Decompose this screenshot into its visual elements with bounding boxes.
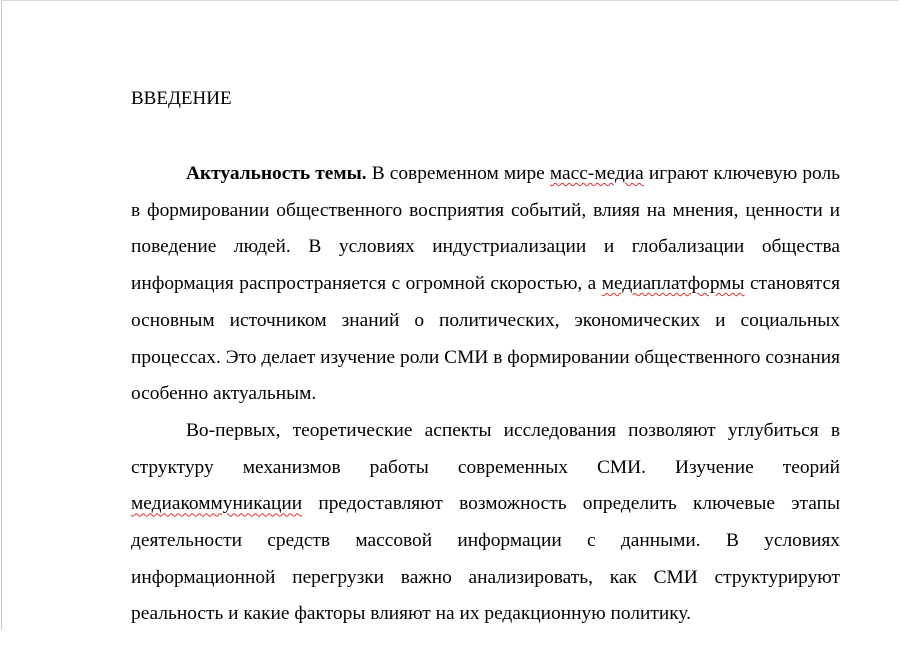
paragraph-text: Во-первых, теоретические аспекты исследования позволяют углубиться в структуру механизмов работы современных СМИ. Изучение теорий: [131, 419, 840, 478]
relevance-lead: Актуальность темы.: [186, 163, 367, 184]
section-heading: ВВЕДЕНИЕ: [131, 88, 232, 109]
paragraph-relevance: [131, 156, 840, 413]
page-gap: [0, 630, 900, 663]
spellcheck-word: медиакоммуникации: [131, 493, 303, 515]
paragraph-text: предоставляют возможность определить ключевые этапы деятельности средств массовой информации с данными. В условиях информационной перегрузки важно анализировать, как СМИ структурируют реальность и какие факторы влияют на их редакционную политику.: [131, 493, 840, 625]
spellcheck-word: масс-медиа: [549, 163, 644, 184]
document-body[interactable]: [131, 156, 840, 633]
paragraph-text: В современном мире: [366, 163, 550, 184]
paragraph-text: становятся основным источником знаний о политических, экономических и социальных процессах. Это делает изучение роли СМИ в формировании общественного сознания особенно актуальным.: [131, 273, 840, 405]
spellcheck-word: медиаплатформы: [601, 273, 745, 295]
document-page[interactable]: [1, 0, 899, 630]
paragraph-text: играют ключевую роль в формировании общественного восприятия событий, влияя на мнения, ценности и поведение людей. В условиях индустриализации и глобализации общества информация распространяется с огромной скоростью, а: [131, 163, 840, 295]
paragraph-firstly: [131, 413, 840, 633]
